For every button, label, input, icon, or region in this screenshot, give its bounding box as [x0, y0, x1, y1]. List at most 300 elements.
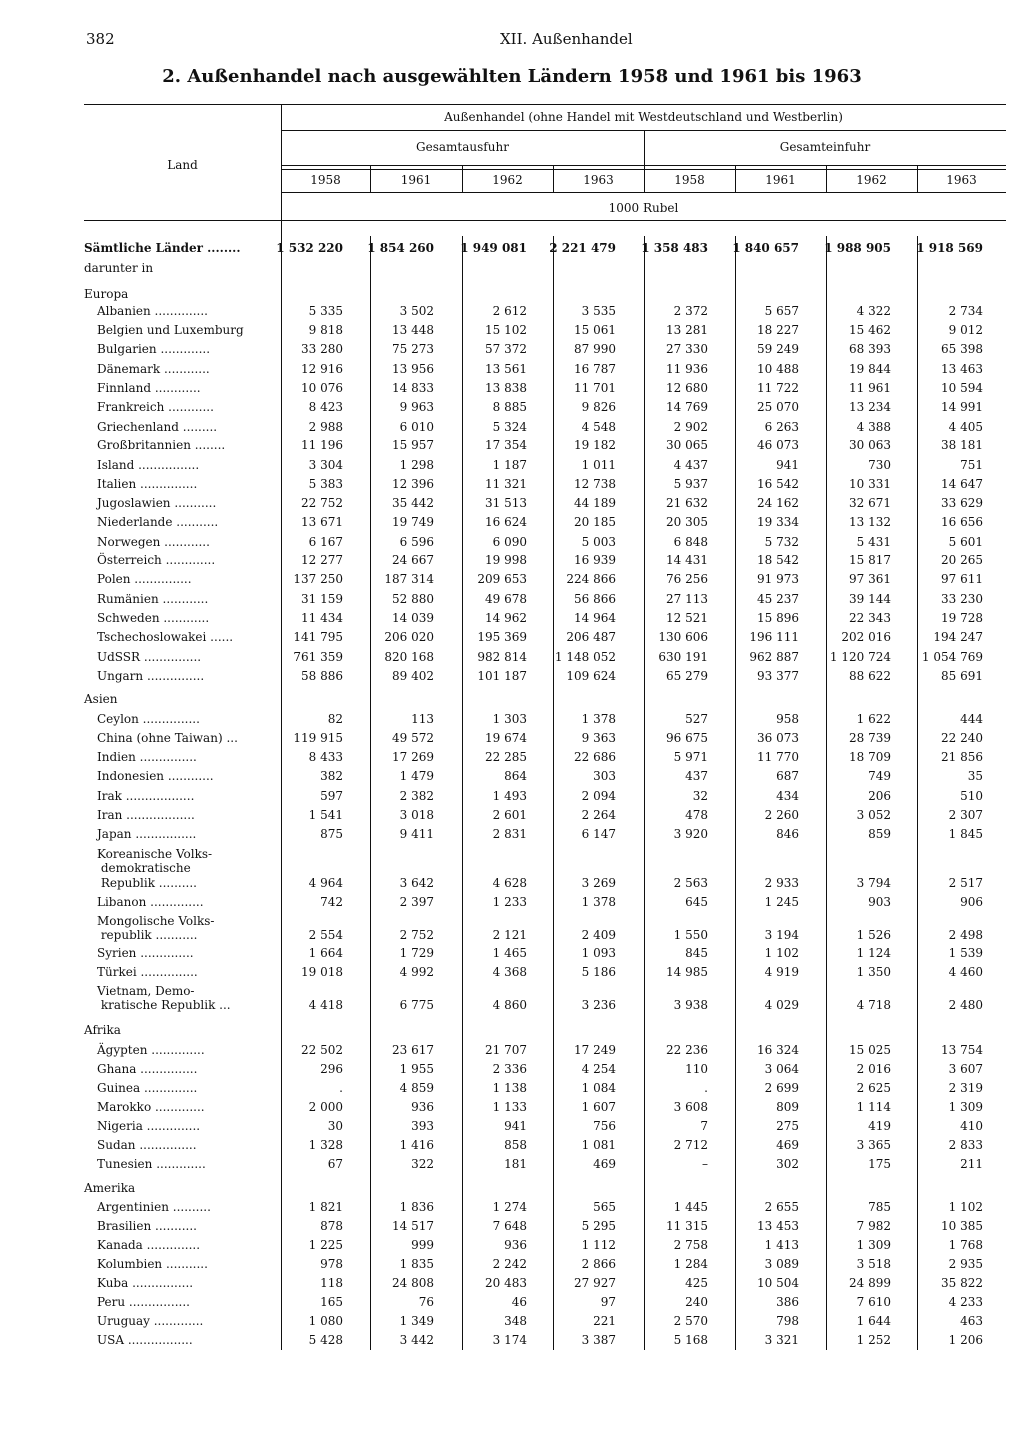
year-header: 1963 — [946, 173, 977, 187]
import-value: 1 120 724 — [829, 650, 891, 664]
export-value: 6 147 — [581, 827, 616, 841]
row-label: Türkei ............... — [97, 965, 198, 979]
export-value: 5 335 — [308, 304, 343, 318]
export-value: 1 093 — [581, 946, 616, 960]
import-value: 10 594 — [941, 381, 983, 395]
import-value: 3 089 — [764, 1257, 799, 1271]
export-value: 16 624 — [485, 515, 527, 529]
row-label: Jugoslawien ........... — [97, 496, 217, 510]
export-value: 2 752 — [399, 928, 434, 942]
import-value: 93 377 — [757, 669, 799, 683]
import-value: . — [704, 1081, 708, 1095]
import-value: 469 — [776, 1138, 799, 1152]
import-value: 4 919 — [764, 965, 799, 979]
export-value: 19 998 — [485, 553, 527, 567]
import-value: 3 052 — [856, 808, 891, 822]
export-value: 224 866 — [566, 572, 616, 586]
import-value: 2 935 — [948, 1257, 983, 1271]
export-header: Gesamtausfuhr — [416, 140, 509, 154]
import-value: 5 937 — [673, 477, 708, 491]
import-value: 21 856 — [941, 750, 983, 764]
import-value: 419 — [868, 1119, 891, 1133]
import-value: 1 845 — [948, 827, 983, 841]
import-value: 7 610 — [856, 1295, 891, 1309]
import-value: 1 284 — [673, 1257, 708, 1271]
import-value: 59 249 — [757, 342, 799, 356]
import-value: 1 840 657 — [732, 241, 799, 255]
import-value: 798 — [776, 1314, 799, 1328]
import-value: 302 — [776, 1157, 799, 1171]
export-value: 49 678 — [485, 592, 527, 606]
export-value: 8 885 — [492, 400, 527, 414]
row-label: Guinea .............. — [97, 1081, 198, 1095]
export-value: 9 411 — [399, 827, 434, 841]
import-value: 97 611 — [941, 572, 983, 586]
import-value: 14 431 — [666, 553, 708, 567]
export-value: 1 187 — [492, 458, 527, 472]
export-value: 2 988 — [308, 420, 343, 434]
import-value: 1 526 — [856, 928, 891, 942]
export-value: 24 808 — [392, 1276, 434, 1290]
import-value: 4 322 — [856, 304, 891, 318]
export-value: 1 465 — [492, 946, 527, 960]
export-value: 565 — [593, 1200, 616, 1214]
row-label: Ghana ............... — [97, 1062, 198, 1076]
export-value: 82 — [327, 712, 343, 726]
export-value: 2 000 — [308, 1100, 343, 1114]
import-value: 630 191 — [658, 650, 708, 664]
import-value: 4 388 — [856, 420, 891, 434]
running-header: XII. Außenhandel — [500, 30, 633, 48]
import-value: 16 324 — [757, 1043, 799, 1057]
export-value: 13 838 — [485, 381, 527, 395]
import-value: 24 162 — [757, 496, 799, 510]
export-value: 206 487 — [566, 630, 616, 644]
export-value: 101 187 — [477, 669, 527, 683]
row-label: Sudan ............... — [97, 1138, 197, 1152]
export-value: 1 112 — [581, 1238, 616, 1252]
import-value: 15 896 — [757, 611, 799, 625]
import-value: 3 607 — [948, 1062, 983, 1076]
import-value: 16 542 — [757, 477, 799, 491]
export-value: 19 749 — [392, 515, 434, 529]
export-value: 195 369 — [477, 630, 527, 644]
export-value: 4 859 — [399, 1081, 434, 1095]
import-value: 2 517 — [948, 876, 983, 890]
import-value: 2 319 — [948, 1081, 983, 1095]
export-value: 2 397 — [399, 895, 434, 909]
export-value: 14 039 — [392, 611, 434, 625]
import-value: 30 063 — [849, 438, 891, 452]
export-value: 2 221 479 — [549, 241, 616, 255]
export-value: 3 387 — [581, 1333, 616, 1347]
export-value: 1 303 — [492, 712, 527, 726]
import-value: 32 671 — [849, 496, 891, 510]
import-value: 1 102 — [764, 946, 799, 960]
row-label: Asien — [84, 692, 118, 706]
import-value: 1 102 — [948, 1200, 983, 1214]
import-value: 434 — [776, 789, 799, 803]
row-label: Nigeria .............. — [97, 1119, 201, 1133]
import-value: 28 739 — [849, 731, 891, 745]
import-value: 33 629 — [941, 496, 983, 510]
export-value: 3 269 — [581, 876, 616, 890]
row-label: Uruguay ............. — [97, 1314, 204, 1328]
export-value: 14 962 — [485, 611, 527, 625]
export-value: 6 010 — [399, 420, 434, 434]
import-value: 24 899 — [849, 1276, 891, 1290]
import-value: 1 918 569 — [916, 241, 983, 255]
export-value: 109 624 — [566, 669, 616, 683]
export-value: 13 448 — [392, 323, 434, 337]
export-value: 1 607 — [581, 1100, 616, 1114]
import-value: 444 — [960, 712, 983, 726]
export-value: 4 964 — [308, 876, 343, 890]
import-value: 39 144 — [849, 592, 891, 606]
import-value: 903 — [868, 895, 891, 909]
import-value: 15 025 — [849, 1043, 891, 1057]
export-value: 13 671 — [301, 515, 343, 529]
export-value: 9 363 — [581, 731, 616, 745]
import-value: 110 — [685, 1062, 708, 1076]
export-value: 12 738 — [574, 477, 616, 491]
import-value: 958 — [776, 712, 799, 726]
export-value: 30 — [327, 1119, 343, 1133]
year-header: 1958 — [674, 173, 705, 187]
export-value: 858 — [504, 1138, 527, 1152]
row-label: Ungarn ............... — [97, 669, 205, 683]
import-value: 12 521 — [666, 611, 708, 625]
import-value: 1 358 483 — [641, 241, 708, 255]
row-label: Italien ............... — [97, 477, 198, 491]
export-value: 382 — [320, 769, 343, 783]
import-value: 1 206 — [948, 1333, 983, 1347]
row-label: Syrien .............. — [97, 946, 194, 960]
export-value: 6 167 — [308, 535, 343, 549]
export-value: 1 378 — [581, 895, 616, 909]
import-value: 4 029 — [764, 998, 799, 1012]
export-value: 12 916 — [301, 362, 343, 376]
export-value: 1 233 — [492, 895, 527, 909]
row-label: Finnland ............ — [97, 381, 201, 395]
export-value: 75 273 — [392, 342, 434, 356]
row-label: Kuba ................ — [97, 1276, 194, 1290]
year-header: 1962 — [856, 173, 887, 187]
import-value: 13 453 — [757, 1219, 799, 1233]
export-value: 1 479 — [399, 769, 434, 783]
import-value: 2 699 — [764, 1081, 799, 1095]
import-value: 68 393 — [849, 342, 891, 356]
row-label: Belgien und Luxemburg — [97, 323, 244, 337]
import-value: 18 227 — [757, 323, 799, 337]
export-value: 2 336 — [492, 1062, 527, 1076]
row-label: kratische Republik ... — [97, 998, 231, 1012]
export-value: 16 787 — [574, 362, 616, 376]
import-value: 19 844 — [849, 362, 891, 376]
import-value: 16 656 — [941, 515, 983, 529]
import-value: 275 — [776, 1119, 799, 1133]
export-value: 3 304 — [308, 458, 343, 472]
import-value: 3 321 — [764, 1333, 799, 1347]
import-value: 3 608 — [673, 1100, 708, 1114]
export-value: 469 — [593, 1157, 616, 1171]
export-value: 14 833 — [392, 381, 434, 395]
export-value: 17 269 — [392, 750, 434, 764]
import-value: 196 111 — [749, 630, 799, 644]
import-value: 749 — [868, 769, 891, 783]
import-value: 19 334 — [757, 515, 799, 529]
import-value: 846 — [776, 827, 799, 841]
row-label: Kolumbien ........... — [97, 1257, 208, 1271]
export-value: 13 561 — [485, 362, 527, 376]
import-value: 3 794 — [856, 876, 891, 890]
row-label: Amerika — [84, 1181, 136, 1195]
row-label: Großbritannien ........ — [97, 438, 226, 452]
export-value: 76 — [418, 1295, 434, 1309]
export-value: 1 854 260 — [367, 241, 434, 255]
row-label: Republik .......... — [97, 876, 197, 890]
export-value: 3 174 — [492, 1333, 527, 1347]
import-value: 4 437 — [673, 458, 708, 472]
export-value: 5 428 — [308, 1333, 343, 1347]
import-value: 27 330 — [666, 342, 708, 356]
import-value: 2 498 — [948, 928, 983, 942]
row-label: Japan ................ — [97, 827, 197, 841]
row-label: Ägypten .............. — [97, 1043, 205, 1057]
row-label: Libanon .............. — [97, 895, 204, 909]
export-value: 1 274 — [492, 1200, 527, 1214]
export-value: 17 249 — [574, 1043, 616, 1057]
import-value: 3 518 — [856, 1257, 891, 1271]
row-label: Polen ............... — [97, 572, 192, 586]
import-value: 1 245 — [764, 895, 799, 909]
import-value: 5 168 — [673, 1333, 708, 1347]
export-value: 187 314 — [384, 572, 434, 586]
import-value: 10 504 — [757, 1276, 799, 1290]
import-value: 175 — [868, 1157, 891, 1171]
import-value: 687 — [776, 769, 799, 783]
import-value: 2 833 — [948, 1138, 983, 1152]
import-value: 1 309 — [856, 1238, 891, 1252]
export-value: 982 814 — [477, 650, 527, 664]
export-value: 1 541 — [308, 808, 343, 822]
import-value: 2 307 — [948, 808, 983, 822]
import-value: 730 — [868, 458, 891, 472]
export-value: 13 956 — [392, 362, 434, 376]
export-value: 303 — [593, 769, 616, 783]
import-value: 5 657 — [764, 304, 799, 318]
export-value: 1 532 220 — [276, 241, 343, 255]
year-header: 1961 — [765, 173, 796, 187]
export-value: 24 667 — [392, 553, 434, 567]
export-value: 46 — [511, 1295, 527, 1309]
import-value: 22 236 — [666, 1043, 708, 1057]
unit-header: 1000 Rubel — [608, 201, 679, 215]
import-value: 15 817 — [849, 553, 891, 567]
export-value: 322 — [411, 1157, 434, 1171]
export-value: 1 138 — [492, 1081, 527, 1095]
import-value: 751 — [960, 458, 983, 472]
import-value: 3 194 — [764, 928, 799, 942]
export-value: 22 752 — [301, 496, 343, 510]
import-value: 425 — [685, 1276, 708, 1290]
export-value: 5 003 — [581, 535, 616, 549]
import-value: 1 539 — [948, 946, 983, 960]
row-label: Schweden ............ — [97, 611, 210, 625]
import-value: 3 365 — [856, 1138, 891, 1152]
export-value: 89 402 — [392, 669, 434, 683]
export-value: 3 236 — [581, 998, 616, 1012]
page-number: 382 — [86, 30, 115, 48]
import-value: 14 647 — [941, 477, 983, 491]
export-value: 3 502 — [399, 304, 434, 318]
export-value: 221 — [593, 1314, 616, 1328]
import-value: 14 769 — [666, 400, 708, 414]
import-value: 2 480 — [948, 998, 983, 1012]
export-value: 296 — [320, 1062, 343, 1076]
import-value: 2 372 — [673, 304, 708, 318]
import-value: 15 462 — [849, 323, 891, 337]
export-value: 14 964 — [574, 611, 616, 625]
export-value: 31 513 — [485, 496, 527, 510]
export-value: 5 324 — [492, 420, 527, 434]
import-value: 6 263 — [764, 420, 799, 434]
export-value: 1 821 — [308, 1200, 343, 1214]
import-value: 35 — [967, 769, 983, 783]
export-value: 761 359 — [293, 650, 343, 664]
import-value: 20 305 — [666, 515, 708, 529]
import-value: 88 622 — [849, 669, 891, 683]
export-value: 3 535 — [581, 304, 616, 318]
import-value: 22 240 — [941, 731, 983, 745]
export-value: 1 148 052 — [554, 650, 616, 664]
export-value: 113 — [411, 712, 434, 726]
export-value: 5 383 — [308, 477, 343, 491]
import-value: 527 — [685, 712, 708, 726]
row-label: republik ........... — [97, 928, 198, 942]
import-value: 1 309 — [948, 1100, 983, 1114]
export-value: 2 601 — [492, 808, 527, 822]
export-value: 118 — [320, 1276, 343, 1290]
import-value: 14 985 — [666, 965, 708, 979]
import-value: 5 431 — [856, 535, 891, 549]
import-value: 4 233 — [948, 1295, 983, 1309]
row-label: Koreanische Volks- — [97, 847, 213, 861]
import-value: 13 234 — [849, 400, 891, 414]
import-value: 478 — [685, 808, 708, 822]
row-label: darunter in — [84, 261, 154, 275]
import-value: 18 709 — [849, 750, 891, 764]
export-value: 1 081 — [581, 1138, 616, 1152]
row-label: Brasilien ........... — [97, 1219, 197, 1233]
import-value: 11 722 — [757, 381, 799, 395]
stub-header: Land — [167, 158, 198, 172]
row-label: Kanada .............. — [97, 1238, 201, 1252]
export-value: 936 — [504, 1238, 527, 1252]
import-value: 785 — [868, 1200, 891, 1214]
import-value: 941 — [776, 458, 799, 472]
table-title: 2. Außenhandel nach ausgewählten Ländern 1958 und 1961 bis 1963 — [162, 66, 862, 87]
export-value: 33 280 — [301, 342, 343, 356]
export-value: 11 701 — [574, 381, 616, 395]
export-value: 978 — [320, 1257, 343, 1271]
import-value: 2 016 — [856, 1062, 891, 1076]
row-label: Europa — [84, 287, 129, 301]
export-value: 2 554 — [308, 928, 343, 942]
export-value: 4 254 — [581, 1062, 616, 1076]
export-value: 19 182 — [574, 438, 616, 452]
import-value: 45 237 — [757, 592, 799, 606]
export-value: 1 955 — [399, 1062, 434, 1076]
import-value: 32 — [692, 789, 708, 803]
export-value: 20 185 — [574, 515, 616, 529]
import-value: 12 680 — [666, 381, 708, 395]
row-label: USA ................. — [97, 1333, 193, 1347]
row-label: Peru ................ — [97, 1295, 190, 1309]
export-value: 864 — [504, 769, 527, 783]
row-label: Marokko ............. — [97, 1100, 205, 1114]
row-label: Indien ............... — [97, 750, 197, 764]
import-value: 13 281 — [666, 323, 708, 337]
row-label: Tunesien ............. — [97, 1157, 206, 1171]
export-value: 10 076 — [301, 381, 343, 395]
import-value: 1 350 — [856, 965, 891, 979]
export-value: 3 442 — [399, 1333, 434, 1347]
export-value: 119 915 — [293, 731, 343, 745]
export-value: 97 — [600, 1295, 616, 1309]
import-value: 20 265 — [941, 553, 983, 567]
export-value: 9 818 — [308, 323, 343, 337]
import-value: 91 973 — [757, 572, 799, 586]
export-value: 4 418 — [308, 998, 343, 1012]
export-value: 936 — [411, 1100, 434, 1114]
row-label: Argentinien .......... — [97, 1200, 211, 1214]
row-label: Frankreich ............ — [97, 400, 214, 414]
import-value: 6 848 — [673, 535, 708, 549]
import-value: 46 073 — [757, 438, 799, 452]
export-value: 141 795 — [293, 630, 343, 644]
export-value: 206 020 — [384, 630, 434, 644]
import-value: 2 655 — [764, 1200, 799, 1214]
row-label: Sämtliche Länder ........ — [84, 241, 241, 255]
export-value: 6 090 — [492, 535, 527, 549]
export-value: 9 826 — [581, 400, 616, 414]
import-value: 76 256 — [666, 572, 708, 586]
import-value: 3 064 — [764, 1062, 799, 1076]
export-value: 22 285 — [485, 750, 527, 764]
export-value: 49 572 — [392, 731, 434, 745]
import-value: 19 728 — [941, 611, 983, 625]
import-value: 962 887 — [749, 650, 799, 664]
import-value: 1 768 — [948, 1238, 983, 1252]
year-header: 1961 — [400, 173, 432, 187]
import-value: 18 542 — [757, 553, 799, 567]
export-value: 4 548 — [581, 420, 616, 434]
row-label: Norwegen ............ — [97, 535, 210, 549]
export-value: 165 — [320, 1295, 343, 1309]
export-value: 52 880 — [392, 592, 434, 606]
export-value: 1 493 — [492, 789, 527, 803]
export-value: 1 835 — [399, 1257, 434, 1271]
import-value: 211 — [960, 1157, 983, 1171]
row-label: Niederlande ........... — [97, 515, 219, 529]
import-value: 2 758 — [673, 1238, 708, 1252]
export-value: 1 298 — [399, 458, 434, 472]
export-value: 16 939 — [574, 553, 616, 567]
export-value: 2 264 — [581, 808, 616, 822]
import-value: 2 625 — [856, 1081, 891, 1095]
row-label: China (ohne Taiwan) ... — [97, 731, 238, 745]
